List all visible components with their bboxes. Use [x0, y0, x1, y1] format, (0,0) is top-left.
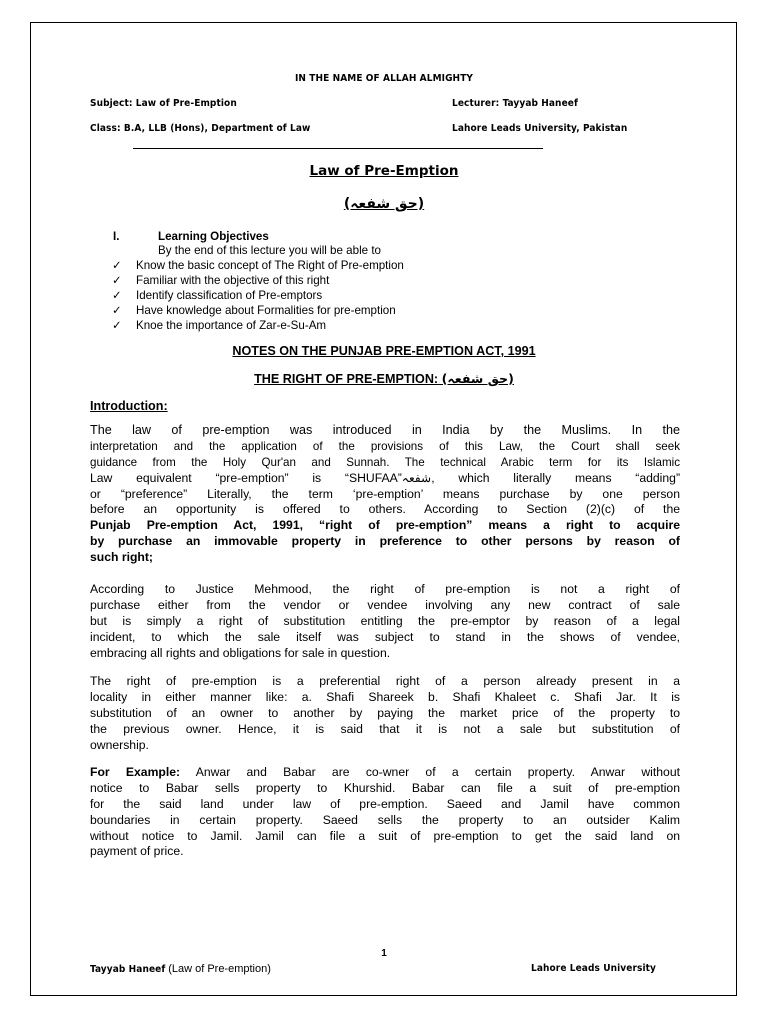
bismillah-line: IN THE NAME OF ALLAH ALMIGHTY: [294, 73, 474, 84]
check-icon: ✓: [112, 304, 122, 317]
check-icon: ✓: [112, 259, 122, 272]
list-item: ✓ Knoe the importance of Zar-e-Su-Am: [112, 319, 327, 332]
justice-mehmood-paragraph: According to Justice Mehmood, the right of pre-emption is not a right of purchase either from the vendor or vendee involving any new contract of sale but is simply a right of substitution entitling the pre-emptor by reason of a legal incident, to which the sale itself was subject to stand in the shows of vendee, embracing all rights and obligations for sale in question.: [90, 582, 680, 660]
check-icon: ✓: [112, 274, 122, 287]
footer-author: Tayyab Haneef (Law of Pre-emption): [90, 963, 271, 975]
objectives-heading: Learning Objectives: [158, 230, 269, 243]
intro-paragraph: The law of pre-emption was introduced in India by the Muslims. In the interpretation and the application of the provisions of this Law, the Court shall seek guidance from the Holy Qur'an and Sunnah. The technical Arabic term for its Islamic Law equivalent “pre-emption” is “SHUFAA”شفعہ, which literally means “adding” or “preference” Literally, the term ‘pre-emption’ means purchase by one person before an opportunity is offered to others. According to Section (2)(c) of the Punjab Pre-emption Act, 1991, “right of pre-emption” means a right to acquire by purchase an immovable property in preference to other persons by reason of such right;: [90, 423, 681, 565]
right-heading-urdu: (حق شفعہ): [441, 371, 514, 386]
objectives-number: I.: [113, 230, 120, 243]
check-icon: ✓: [112, 319, 122, 332]
list-item: ✓ Have knowledge about Formalities for pre-emption: [112, 304, 396, 317]
example-paragraph: For Example: Anwar and Babar are co-wner of a certain property. Anwar without notice to Babar sells property to Khurshid. Babar can file a suit of pre-emption for the said land under law of pre-emption. Saeed and Jamil have common boundaries in certain property. Saeed sells the property to an outsider Kalim without notice to Jamil. Jamil can file a suit of pre-emption to get the said land on payment of price.: [90, 765, 680, 859]
objectives-intro: By the end of this lecture you will be able to: [158, 244, 381, 257]
check-icon: ✓: [112, 289, 122, 302]
class-line: Class: B.A, LLB (Hons), Department of Law: [90, 123, 311, 134]
page-number: 1: [381, 948, 387, 959]
page-title: Law of Pre-Emption: [309, 163, 459, 179]
page-title-urdu: (حق شفعہ): [343, 196, 425, 212]
subject-line: Subject: Law of Pre-Emption: [90, 98, 237, 109]
list-item: ✓ Familiar with the objective of this right: [112, 274, 330, 287]
lecturer-line: Lecturer: Tayyab Haneef: [452, 98, 578, 109]
footer-university: Lahore Leads University: [531, 963, 656, 974]
list-item: ✓ Identify classification of Pre-emptors: [112, 289, 323, 302]
example-label: For Example:: [90, 765, 181, 779]
right-heading: THE RIGHT OF PRE-EMPTION: (حق شفعہ): [254, 371, 514, 386]
university-line: Lahore Leads University, Pakistan: [452, 123, 628, 134]
objectives-list: [0, 258, 768, 333]
list-item: ✓ Know the basic concept of The Right of Pre-emption: [112, 259, 404, 272]
header-divider: [133, 148, 543, 149]
preferential-right-paragraph: The right of pre-emption is a preferential right of a person already present in a locality in either manner like: a. Shafi Shareek b. Shafi Khaleet c. Shafi Jar. It is substitution of an owner to another by paying the market price of the property to the previous owner. Hence, it is said that it is not a sale but substitution of ownership.: [90, 674, 680, 752]
introduction-heading: Introduction:: [90, 399, 168, 413]
notes-heading: NOTES ON THE PUNJAB PRE-EMPTION ACT, 1991: [232, 344, 536, 358]
